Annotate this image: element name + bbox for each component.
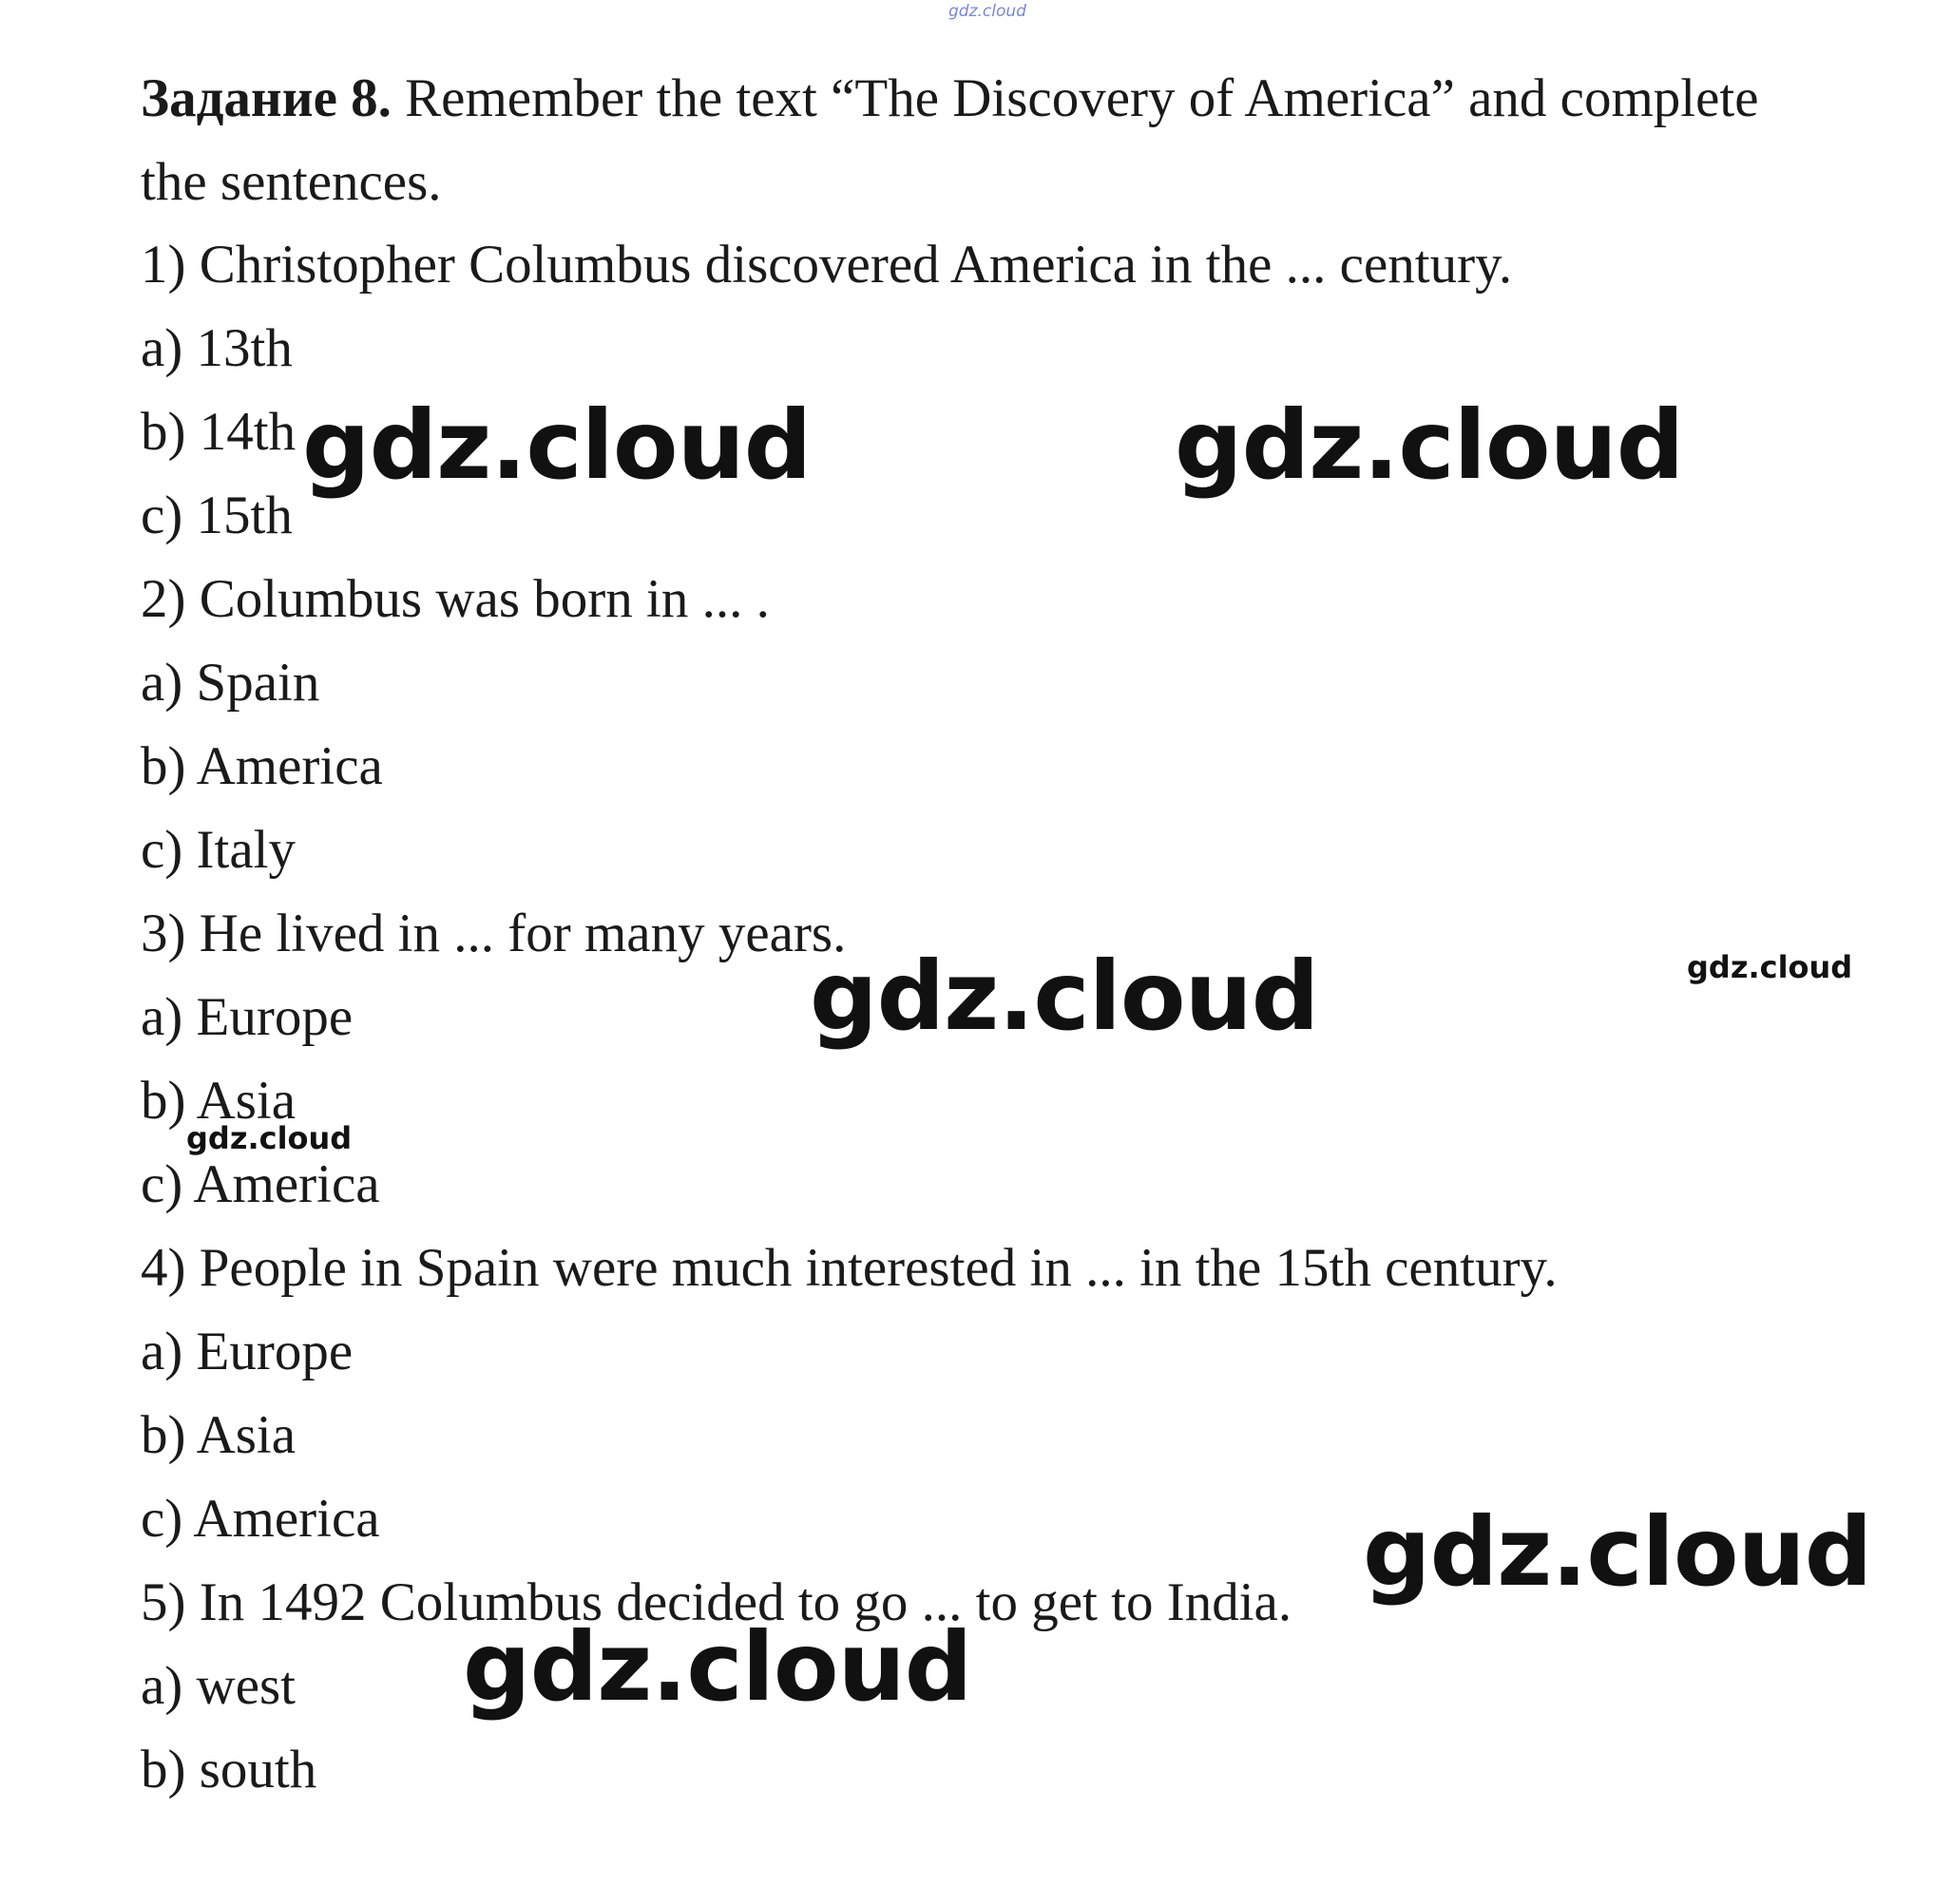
question-1: 1) Christopher Columbus discovered America in the ... century. [141, 235, 1513, 295]
watermark: gdz.cloud [1687, 949, 1853, 985]
watermark: gdz.cloud [810, 941, 1319, 1052]
question-4-option-c: c) America [141, 1489, 380, 1549]
question-4: 4) People in Spain were much interested in ... in the 15th century. [141, 1238, 1558, 1298]
question-2-option-b: b) America [141, 736, 383, 796]
task-heading [141, 68, 1759, 129]
watermark: gdz.cloud [463, 1611, 972, 1723]
question-1-option-b: b) 14th [141, 402, 297, 462]
question-4-option-b: b) Asia [141, 1405, 297, 1465]
question-2: 2) Columbus was born in ... . [141, 569, 770, 629]
question-3-option-a: a) Europe [141, 987, 354, 1047]
watermark: gdz.cloud [186, 1120, 353, 1156]
question-5: 5) In 1492 Columbus decided to go ... to get to India. [141, 1572, 1292, 1632]
question-3-option-c: c) America [141, 1154, 380, 1214]
question-4-option-a: a) Europe [141, 1322, 354, 1381]
question-5-option-a: a) west [141, 1656, 297, 1716]
watermark: gdz.cloud [1363, 1496, 1872, 1608]
header-watermark: gdz.cloud [948, 2, 1026, 21]
question-2-option-c: c) Italy [141, 820, 296, 880]
question-1-option-a: a) 13th [141, 318, 293, 378]
watermark: gdz.cloud [1175, 390, 1684, 501]
task-instruction-line1: Remember the text “The Discovery of America” and complete [405, 68, 1759, 128]
watermark: gdz.cloud [302, 390, 812, 501]
question-3: 3) He lived in ... for many years. [141, 904, 847, 963]
question-3-option-b: b) Asia [141, 1071, 297, 1131]
question-1-option-c: c) 15th [141, 486, 293, 545]
task-instruction-line2: the sentences. [141, 152, 442, 212]
question-2-option-a: a) Spain [141, 653, 320, 713]
task-label: Задание 8. [141, 68, 392, 128]
question-5-option-b: b) south [141, 1740, 317, 1799]
